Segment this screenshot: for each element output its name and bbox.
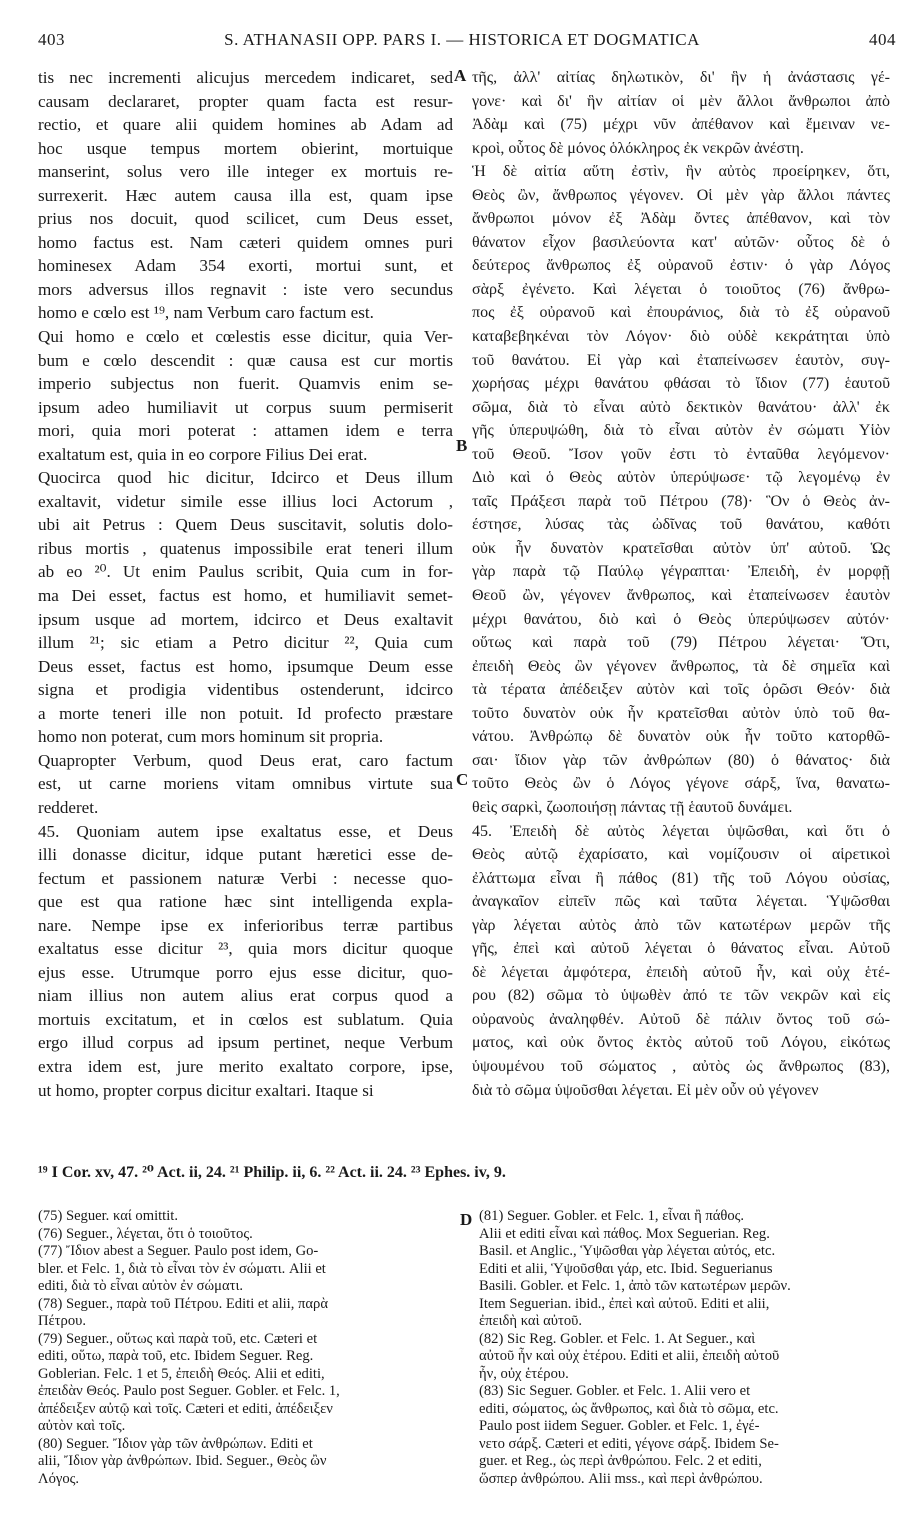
greek-lines-line: χωρήσας μέχρι θανάτου φθάσαι τὸ ἴδιον (77) ἑαυτοῦ: [472, 375, 890, 393]
greek-lines-line: γῆς, ἐπεὶ καὶ αὐτοῦ λέγεται ὁ θάνατος εἶναι. Αὐτοῦ: [472, 940, 890, 958]
notes-right-line: Editi et alii, Ὑψοῦσθαι γάρ, etc. Ibid. Seguerianus: [479, 1260, 773, 1277]
notes-right-line: νετο σάρξ. Cæteri et editi, γέγονε σάρξ. Ibidem Se-: [479, 1435, 779, 1452]
greek-column: [472, 66, 890, 1102]
greek-lines-line: τοῦ Θεοῦ. Ἴσον γοῦν ἐστι τὸ ἐνταῦθα λεγόμενον·: [472, 445, 890, 463]
page-number-left: 403: [38, 30, 65, 49]
notes-left-line: (76) Seguer., λέγεται, ὅτι ὁ τοιοῦτος.: [38, 1225, 253, 1242]
latin-lines-line: tis nec incrementi alicujus mercedem indicaret, sed: [38, 68, 453, 87]
greek-lines-line: Θεὸς αὐτῷ ἐχαρίσατο, καὶ νομίζουσιν οἱ αἱρετικοὶ: [472, 846, 890, 864]
notes-left-line: Goblerian. Felc. 1 et 5, ἐπειδὴ Θεός. Alii et editi,: [38, 1365, 325, 1382]
page-header: [28, 30, 896, 56]
notes-right-line: αὐτοῦ ἦν καὶ οὐχ ἑτέρου. Editi et alii, ἐπειδὴ αὐτοῦ: [479, 1348, 780, 1364]
greek-lines-line: ρου (82) σῶμα τὸ ὑψωθὲν ἀπό τε τῶν νεκρῶν καὶ εἰς: [472, 987, 890, 1005]
latin-lines-line: ut homo, propter corpus dicitur exaltari. Itaque si: [38, 1080, 374, 1100]
latin-lines-line: redderet.: [38, 797, 99, 817]
latin-lines-line: ergo illud corpus ad ipsum pertinet, neque Verbum: [38, 1033, 453, 1053]
greek-lines-line: θάνατον εἶχον βασιλεύοντα κατ' αὐτῶν· οὗτος δὲ ὁ: [472, 233, 890, 251]
greek-lines-line: γῆς ὑπερυψώθη, διὰ τὸ εἶναι αὐτὸν ἐν σώματι Υἱὸν: [472, 422, 890, 440]
notes-left-line: αὐτὸν καὶ τοῖς.: [38, 1418, 126, 1434]
margin-marker-d: D: [460, 1210, 473, 1229]
greek-lines-line: Ἀδὰμ καὶ (75) μέχρι νῦν ἀπέθανον καὶ ἔμειναν νε-: [472, 116, 890, 134]
notes-left-line: (80) Seguer. Ἴδιον γὰρ τῶν ἀνθρώπων. Editi et: [38, 1435, 313, 1452]
latin-lines-line: ipsum usque ad mortem, idcirco et Deus exaltavit: [38, 609, 453, 629]
greek-lines-line: θεὶς σαρκὶ, ζωοποιήσῃ πάντας τῇ ἑαυτοῦ δυνάμει.: [472, 798, 793, 816]
greek-lines-line: 45. Ἐπειδὴ δὲ αὐτὸς λέγεται ὑψῶσθαι, καὶ ὅτι ὁ: [472, 822, 890, 840]
margin-marker-c: C: [456, 770, 469, 789]
greek-lines-line: ματος, καὶ οὐκ ὄντος ἐκτὸς αὐτοῦ τοῦ Λόγου, εἰκότως: [472, 1034, 890, 1052]
latin-lines-line: ribus mortis , quatenus impossibile erat teneri illum: [38, 538, 453, 558]
latin-lines-line: manserint, solus vero ille integer ex mortuis re-: [38, 162, 453, 182]
latin-lines-line: ubi ait Petrus : Quem Deus suscitavit, solutis dolo-: [38, 515, 453, 535]
notes-right-line: Alii et editi εἶναι καὶ πάθος. Mox Seguerian. Reg.: [479, 1225, 770, 1242]
notes-left-line: (79) Seguer., οὕτως καὶ παρὰ τοῦ, etc. Cæteri et: [38, 1330, 318, 1347]
latin-lines-line: nare. Nempe ipse ex inferioribus terræ partibus: [38, 915, 453, 935]
notes-left-line: (77) Ἴδιον abest a Seguer. Paulo post idem, Go-: [38, 1243, 319, 1259]
notes-left-line: bler. et Felc. 1, διὰ τὸ εἶναι τὸν ἐν σώματι. Alii et: [38, 1260, 326, 1277]
latin-lines-line: hoc usque tempus mortem obierint, mortuique: [38, 138, 453, 158]
greek-lines-line: τῆς, ἀλλ' αἰτίας δηλωτικὸν, δι' ἣν ἡ ἀνάστασις γέ-: [472, 69, 890, 86]
latin-lines-line: Deus esset, factus est homo, ipsumque Deum esse: [38, 656, 453, 676]
greek-lines-line: κροὶ, οὗτος δὲ μόνος ὁλόκληρος ἐκ νεκρῶν ἀνέστη.: [472, 139, 804, 157]
greek-lines-line: έστησε, λύσας τὰς ὠδῖνας τοῦ θανάτου, καθότι: [472, 516, 890, 534]
greek-lines-line: σαι· ἴδιον γὰρ τῶν ἀνθρώπων (80) ὁ θάνατος· διὰ: [472, 751, 890, 769]
latin-lines-line: mori, quia mori poterat : attamen idem e terra: [38, 421, 453, 441]
latin-lines-line: Quocirca quod hic dicitur, Idcirco et Deus illum: [38, 468, 453, 488]
notes-left-column: [38, 1208, 448, 1488]
notes-right-line: (81) Seguer. Gobler. et Felc. 1, εἶναι ἢ πάθος.: [479, 1208, 745, 1224]
notes-left-line: Πέτρου.: [38, 1313, 86, 1329]
latin-lines-line: exaltatus esse dicitur ²³, quia mors dicitur quoque: [38, 939, 453, 959]
latin-lines-line: fectum et passionem naturæ Verbi : necesse quo-: [38, 868, 453, 888]
notes-right-line: (82) Sic Reg. Gobler. et Felc. 1. At Seguer., καὶ: [479, 1330, 756, 1347]
greek-lines-line: καταβεβηκέναι τὸν Λόγον· διὸ οὐδὲ κεκράτηται ὑπὸ: [472, 328, 890, 346]
greek-lines-line: διὰ τὸ σῶμα ὑψοῦσθαι λέγεται. Εἰ μὲν οὖν οὐ γέγονεν: [472, 1081, 819, 1099]
notes-right-line: Basil. et Anglic., Ὑψῶσθαι γὰρ λέγεται αὐτός, etc.: [479, 1243, 776, 1259]
greek-lines-line: γονε· καὶ δι' ἣν αἰτίαν οἱ μὲν ἄλλοι ἄνθρωποι ἀπὸ: [472, 92, 890, 110]
latin-lines-line: hominesex Adam 354 exorti, mortui sunt, et: [38, 256, 453, 276]
notes-left-line: alii, Ἴδιον γὰρ ἀνθρώπων. Ibid. Seguer., Θεὸς ὢν: [38, 1453, 327, 1469]
greek-lines-line: τοῦτο δυνατὸν οὐκ ἦν κρατεῖσθαι αὐτὸν ὑπὸ τοῦ θα-: [472, 704, 890, 722]
notes-right-line: ἦν, οὐχ ἑτέρου.: [479, 1365, 569, 1382]
greek-lines-line: γὰρ παρὰ τῷ Παύλῳ γέγραπται· Ἐπειδὴ, ἐν μορφῇ: [472, 563, 890, 581]
latin-lines-line: ab eo ²⁰. Ut enim Paulus scribit, Quia cum in for-: [38, 562, 453, 582]
greek-lines-line: Διὸ καὶ ὁ Θεὸς αὐτὸν ὑπερύψωσε· τῷ λεγομένῳ ἐν: [472, 469, 890, 487]
greek-lines-line: Ἡ δὲ αἰτία αὕτη ἐστὶν, ἣν αὐτὸς προείρηκεν, ὅτι,: [472, 163, 890, 181]
latin-lines-line: ejus esse. Utrumque porro ejus esse dicitur, quo-: [38, 962, 453, 982]
latin-lines-line: ipsum adeo humiliavit ut corpus suum permiserit: [38, 397, 453, 417]
latin-lines-line: homo non poterat, cum mors hominum sit propria.: [38, 727, 384, 747]
greek-lines-line: ὑψουμένου τοῦ σώματος , αὐτὸς ὡς ἄνθρωπος (83),: [472, 1057, 890, 1075]
greek-lines-line: τὰ τέρατα ἀπέδειξεν αὐτὸν καὶ τοῖς ὁρῶσι Θεόν· διὰ: [472, 681, 890, 699]
greek-lines-line: νάτου. Ἀνθρώπῳ δὲ δυνατὸν οὐκ ἦν τοῦτο κατορθῶ-: [472, 728, 890, 746]
latin-lines-line: 45. Quoniam autem ipse exaltatus esse, et Deus: [38, 821, 453, 841]
latin-lines-line: que est qua ratione hæc sint intelligenda expla-: [38, 892, 453, 912]
latin-lines-line: exaltavit, videtur simile esse illius loci Actorum ,: [38, 491, 453, 511]
scripture-references: ¹⁹ I Cor. xv, 47. ²⁰ Act. ii, 24. ²¹ Philip. ii, 6. ²² Act. ii. 24. ²³ Ephes. iv, 9.: [38, 1164, 506, 1181]
running-title: S. ATHANASII OPP. PARS I. — HISTORICA ET DOGMATICA: [224, 30, 700, 49]
margin-marker-b: B: [456, 436, 468, 455]
notes-right-line: editi, σώματος, ὡς ἄνθρωπος, καὶ διὰ τὸ σῶμα, etc.: [479, 1400, 779, 1417]
page-number-right: 404: [869, 30, 896, 49]
latin-lines-line: mortuis excitatum, et in cœlos est sublatum. Quia: [38, 1009, 453, 1029]
notes-left-line: ἐπειδὰν Θεός. Paulo post Seguer. Gobler. et Felc. 1,: [38, 1383, 340, 1399]
notes-right-line: guer. et Reg., ὡς περὶ ἀνθρώπου. Felc. 2 et editi,: [479, 1453, 762, 1469]
greek-lines-line: ἐλάττωμα εἶναι ἢ πάθος (81) τῆς τοῦ Λόγου οὐσίας,: [472, 869, 890, 887]
notes-right-line: Paulo post iidem Seguer. Gobler. et Felc. 1, ἐγέ-: [479, 1418, 760, 1434]
latin-lines-line: extra idem est, jure merito exaltato corpore, ipse,: [38, 1056, 453, 1076]
latin-lines-line: a morte teneri ille non potuit. Id profecto præstare: [38, 703, 453, 723]
notes-left-line: Λόγος.: [38, 1470, 80, 1487]
greek-lines-line: δὲ λέγεται ἀμφότερα, ἐπειδὴ αὐτοῦ ἦν, καὶ οὐχ ἑτέ-: [472, 963, 890, 981]
greek-lines-line: τοῦ θανάτου. Εἰ γὰρ καὶ ἐταπείνωσεν ἑαυτὸν, συγ-: [472, 351, 890, 369]
latin-lines-line: exaltatum est, quia in eo corpore Filius Dei erat.: [38, 444, 368, 464]
greek-lines-line: Θεὸς ὢν, ἄνθρωπος γέγονεν. Οἱ μὲν γὰρ ἄλλοι πάντες: [472, 186, 890, 204]
greek-lines-line: σὰρξ ἐγένετο. Καὶ λέγεται ὁ τοιοῦτος (76) ἄνθρω-: [472, 280, 890, 298]
greek-lines-line: πος ἐξ οὐρανοῦ καὶ ἐπουράνιος, διὰ τὸ ἐξ οὐρανοῦ: [472, 304, 890, 322]
greek-lines-line: οὐρανοὺς ἀναληφθέν. Αὐτοῦ δὲ πάλιν ὄντος τοῦ σώ-: [472, 1010, 890, 1028]
latin-lines-line: ma Dei esset, factus est homo, et humiliavit semet-: [38, 586, 453, 606]
greek-lines-line: Θεοῦ ὢν, γέγονεν ἄνθρωπος, καὶ ἐταπείνωσεν ἑαυτὸν: [472, 587, 890, 605]
latin-lines-line: illum ²¹; sic etiam a Petro dicitur ²², Quia cum: [38, 633, 453, 653]
greek-lines-line: ἄνθρωποι μόνον ἐξ Ἀδὰμ ὄντες ἀπέθανον, καὶ τὸν: [472, 210, 890, 228]
latin-lines-line: causam declararet, propter quam facta est resur-: [38, 91, 453, 111]
greek-lines-line: οὐκ ἦν δυνατὸν κρατεῖσθαι αὐτὸν ὑπ' αὐτοῦ. Ὡς: [472, 539, 890, 557]
notes-right-column: [479, 1208, 899, 1488]
latin-lines-line: niam illius non autem alius erat corpus quod a: [38, 986, 453, 1006]
notes-left-line: (78) Seguer., παρὰ τοῦ Πέτρου. Editi et alii, παρὰ: [38, 1295, 328, 1312]
notes-left-line: (75) Seguer. καί omittit.: [38, 1208, 178, 1224]
latin-lines-line: homo e cœlo est ¹⁹, nam Verbum caro factum est.: [38, 303, 374, 323]
notes-right-line: (83) Sic Seguer. Gobler. et Felc. 1. Alii vero et: [479, 1383, 751, 1399]
greek-lines-line: οὕτως καὶ παρὰ τοῦ (79) Πέτρου λέγεται· Ὅτι,: [472, 634, 890, 652]
latin-lines-line: signa et prodigia videntibus ostenderunt, idcirco: [38, 680, 453, 700]
greek-lines-line: ἀναγκαῖον εἰπεῖν πῶς καὶ ταῦτα λέγεται. Ὑψῶσθαι: [472, 893, 890, 911]
notes-right-line: ἐπειδὴ καὶ αὐτοῦ.: [479, 1313, 583, 1329]
latin-lines-line: mors adversus illos regnavit : iste vero secundus: [38, 279, 453, 299]
latin-lines-line: Qui homo e cœlo et cœlestis esse dicitur, quia Ver-: [38, 327, 453, 347]
latin-lines-line: rectio, et quare alii quidem homines ab Adam ad: [38, 115, 453, 135]
notes-left-line: editi, οὕτω, παρὰ τοῦ, etc. Ibidem Seguer. Reg.: [38, 1348, 314, 1364]
latin-lines-line: Quapropter Verbum, quod Deus erat, caro factum: [38, 750, 453, 770]
latin-lines-line: bum e cœlo descendit : quæ causa est cur mortis: [38, 350, 453, 370]
latin-lines-line: prius nos docuit, quod scilicet, cum Deus esset,: [38, 209, 453, 229]
margin-marker-a: A: [454, 66, 467, 85]
greek-lines-line: ταῖς Πράξεσι παρὰ τοῦ Πέτρου (78)· Ὃν ὁ Θεὸς ἀν-: [472, 492, 890, 510]
latin-lines-line: surrexerit. Hæc autem causa illa est, quam ipse: [38, 185, 453, 205]
latin-lines-line: homo factus est. Nam cæteri quidem omnes puri: [38, 232, 453, 252]
notes-right-line: Item Seguerian. ibid., ἐπεὶ καὶ αὐτοῦ. Editi et alii,: [479, 1295, 770, 1312]
notes-left-line: editi, διὰ τὸ εἶναι αὐτὸν ἐν σώματι.: [38, 1278, 244, 1294]
notes-right-line: ὥσπερ ἀνθρώπου. Alii mss., καὶ περὶ ἀνθρώπου.: [479, 1470, 763, 1487]
greek-lines-line: δεύτερος ἄνθρωπος ἐξ οὐρανοῦ ἐστιν· ὁ γὰρ Λόγος: [472, 257, 890, 275]
greek-lines-line: γὰρ λέγεται αὐτὸς ἀπὸ τῶν κατωτέρων μερῶν τῆς: [472, 916, 890, 934]
notes-right-line: Basili. Gobler. et Felc. 1, ἀπὸ τῶν κατωτέρων μερῶν.: [479, 1278, 791, 1294]
greek-lines-line: σῶμα, διὰ τὸ εἶναι αὐτὸ δεκτικὸν θανάτου· ἀλλ' ἐκ: [472, 398, 890, 416]
latin-lines-line: imperio subjectus non fuerit. Quamvis enim se-: [38, 374, 453, 394]
latin-lines-line: illi donasse dicitur, idque putant hæretici esse de-: [38, 845, 453, 865]
latin-lines-line: est, ut carne moriens vitam omnibus virtute sua: [38, 774, 453, 794]
greek-lines-line: τοῦτο Θεὸς ὢν ὁ Λόγος γέγονε σάρξ, ἵνα, θανατω-: [472, 775, 890, 793]
greek-lines-line: μέχρι θανάτου, διὸ καὶ ὁ Θεὸς ὑπερύψωσεν αὐτόν·: [472, 610, 890, 628]
greek-lines-line: ἐπειδὴ Θεὸς ὢν γέγονεν ἄνθρωπος, τὰ δὲ σημεῖα καὶ: [472, 657, 890, 675]
latin-column: [38, 66, 453, 1102]
notes-left-line: ἀπέδειξεν αὐτῷ καὶ τοῖς. Cæteri et editi, ἀπέδειξεν: [38, 1400, 333, 1417]
